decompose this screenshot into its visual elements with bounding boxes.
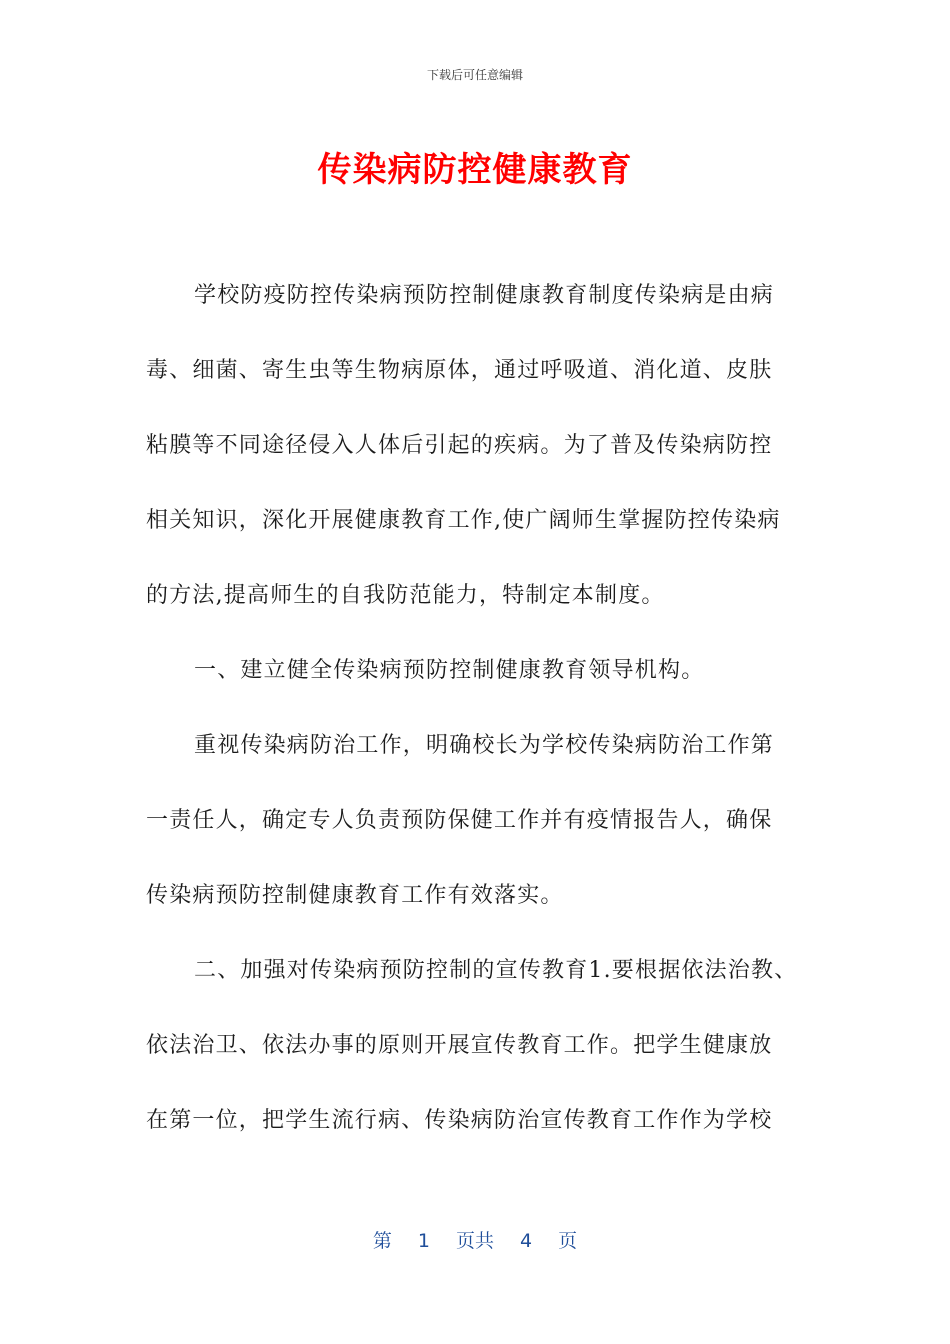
document-body <box>146 270 806 1170</box>
section-heading: 一、建立健全传染病预防控制健康教育领导机构。 <box>194 658 705 683</box>
document-title: 传染病防控健康教育 <box>317 150 633 190</box>
paragraph-line: 毒、细菌、寄生虫等生物病原体，通过呼吸道、消化道、皮肤 <box>146 358 773 383</box>
header-note: 下载后可任意编辑 <box>426 68 523 82</box>
section-heading: 二、加强对传染病预防控制的宣传教育1.要根据依法治教、 <box>194 958 798 983</box>
paragraph-line: 一责任人，确定专人负责预防保健工作并有疫情报告人，确保 <box>146 808 773 833</box>
paragraph-line: 依法治卫、依法办事的原则开展宣传教育工作。把学生健康放 <box>146 1033 773 1058</box>
paragraph-line: 传染病预防控制健康教育工作有效落实。 <box>146 883 564 908</box>
page-footer <box>0 1226 950 1253</box>
paragraph-line: 的方法,提高师生的自我防范能力，特制定本制度。 <box>146 583 665 608</box>
footer-middle: 页共 <box>455 1230 494 1252</box>
footer-prefix: 第 <box>372 1230 392 1252</box>
current-page-number: 1 <box>417 1230 430 1252</box>
paragraph-line: 在第一位，把学生流行病、传染病防治宣传教育工作作为学校 <box>146 1108 773 1133</box>
paragraph-line: 重视传染病防治工作，明确校长为学校传染病防治工作第 <box>194 733 775 758</box>
footer-suffix: 页 <box>558 1230 578 1252</box>
paragraph-line: 相关知识，深化开展健康教育工作,使广阔师生掌握防控传染病 <box>146 508 781 533</box>
paragraph-line: 粘膜等不同途径侵入人体后引起的疾病。为了普及传染病防控 <box>146 433 773 458</box>
paragraph-line: 学校防疫防控传染病预防控制健康教育制度传染病是由病 <box>194 283 775 308</box>
total-pages-number: 4 <box>520 1230 533 1252</box>
